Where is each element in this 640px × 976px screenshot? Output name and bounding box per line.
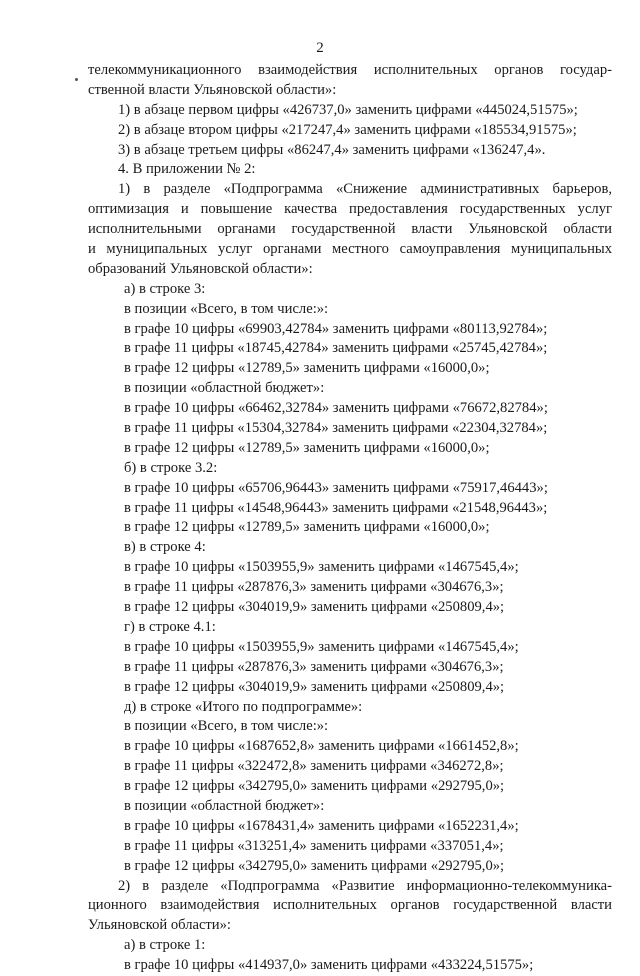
- text-line: 2) в разделе «Подпрограмма «Развитие информационно-телекоммуника-: [118, 877, 612, 894]
- text-line: в графе 12 цифры «12789,5» заменить цифрами «16000,0»;: [124, 360, 490, 377]
- text-line: Ульяновской области»:: [88, 917, 231, 934]
- text-line: в графе 12 цифры «12789,5» заменить цифрами «16000,0»;: [124, 519, 490, 536]
- text-line: телекоммуникационного взаимодействия исполнительных органов государ-: [88, 62, 612, 78]
- document-body: [88, 61, 612, 976]
- text-line: в графе 11 цифры «322472,8» заменить цифрами «346272,8»;: [124, 758, 504, 775]
- text-line: а) в строке 1:: [124, 937, 206, 954]
- text-line: в графе 12 цифры «342795,0» заменить цифрами «292795,0»;: [124, 857, 505, 874]
- text-line: в позиции «областной бюджет»:: [124, 797, 325, 814]
- text-line: в) в строке 4:: [124, 539, 206, 556]
- text-line: в позиции «Всего, в том числе:»:: [124, 718, 329, 735]
- text-line: г) в строке 4.1:: [124, 618, 216, 635]
- text-line: в позиции «Всего, в том числе:»:: [124, 300, 329, 317]
- text-line: в графе 11 цифры «287876,3» заменить цифрами «304676,3»;: [124, 579, 504, 596]
- text-line: а) в строке 3:: [124, 280, 206, 297]
- text-line: 1) в разделе «Подпрограмма «Снижение административных барьеров,: [118, 181, 612, 198]
- text-line: в графе 12 цифры «304019,9» заменить цифрами «250809,4»;: [124, 678, 505, 695]
- text-line: в графе 10 цифры «1687652,8» заменить цифрами «1661452,8»;: [124, 738, 519, 755]
- text-line: д) в строке «Итого по подпрограмме»:: [124, 698, 363, 715]
- text-line: и муниципальных услуг органами местного самоуправления муниципальных: [88, 241, 612, 258]
- text-line: в графе 10 цифры «1503955,9» заменить цифрами «1467545,4»;: [124, 559, 519, 576]
- text-line: 4. В приложении № 2:: [118, 161, 256, 178]
- text-line: 1) в абзаце первом цифры «426737,0» заменить цифрами «445024,51575»;: [118, 101, 578, 118]
- text-line: в графе 10 цифры «66462,32784» заменить цифрами «76672,82784»;: [124, 400, 548, 417]
- text-line: в графе 10 цифры «1678431,4» заменить цифрами «1652231,4»;: [124, 817, 519, 834]
- text-line: образований Ульяновской области»:: [88, 260, 313, 277]
- text-line: в графе 11 цифры «15304,32784» заменить цифрами «22304,32784»;: [124, 420, 548, 437]
- text-line: в графе 10 цифры «414937,0» заменить цифрами «433224,51575»;: [124, 957, 534, 974]
- text-line: в графе 12 цифры «304019,9» заменить цифрами «250809,4»;: [124, 599, 505, 616]
- text-line: исполнительными органами государственной власти Ульяновской области: [88, 221, 612, 238]
- text-line: б) в строке 3.2:: [124, 459, 218, 476]
- scan-speck: [75, 78, 78, 81]
- text-line: в графе 11 цифры «18745,42784» заменить цифрами «25745,42784»;: [124, 340, 548, 357]
- text-line: 2) в абзаце втором цифры «217247,4» заменить цифрами «185534,91575»;: [118, 121, 577, 138]
- text-line: ственной власти Ульяновской области»:: [88, 81, 337, 98]
- text-line: в графе 10 цифры «65706,96443» заменить цифрами «75917,46443»;: [124, 479, 548, 496]
- text-line: 3) в абзаце третьем цифры «86247,4» заменить цифрами «136247,4».: [118, 141, 546, 158]
- text-line: в графе 10 цифры «69903,42784» заменить цифрами «80113,92784»;: [124, 320, 548, 337]
- text-line: в позиции «областной бюджет»:: [124, 380, 325, 397]
- page-number: 2: [316, 40, 324, 56]
- text-line: в графе 11 цифры «287876,3» заменить цифрами «304676,3»;: [124, 658, 504, 675]
- text-line: в графе 12 цифры «12789,5» заменить цифрами «16000,0»;: [124, 439, 490, 456]
- text-line: в графе 12 цифры «342795,0» заменить цифрами «292795,0»;: [124, 778, 505, 795]
- text-line: в графе 11 цифры «14548,96443» заменить цифрами «21548,96443»;: [124, 499, 548, 516]
- text-line: ционного взаимодействия исполнительных органов государственной власти: [88, 897, 612, 914]
- text-line: в графе 10 цифры «1503955,9» заменить цифрами «1467545,4»;: [124, 638, 519, 655]
- text-line: в графе 11 цифры «313251,4» заменить цифрами «337051,4»;: [124, 837, 504, 854]
- text-line: оптимизация и повышение качества предоставления государственных услуг: [88, 201, 612, 218]
